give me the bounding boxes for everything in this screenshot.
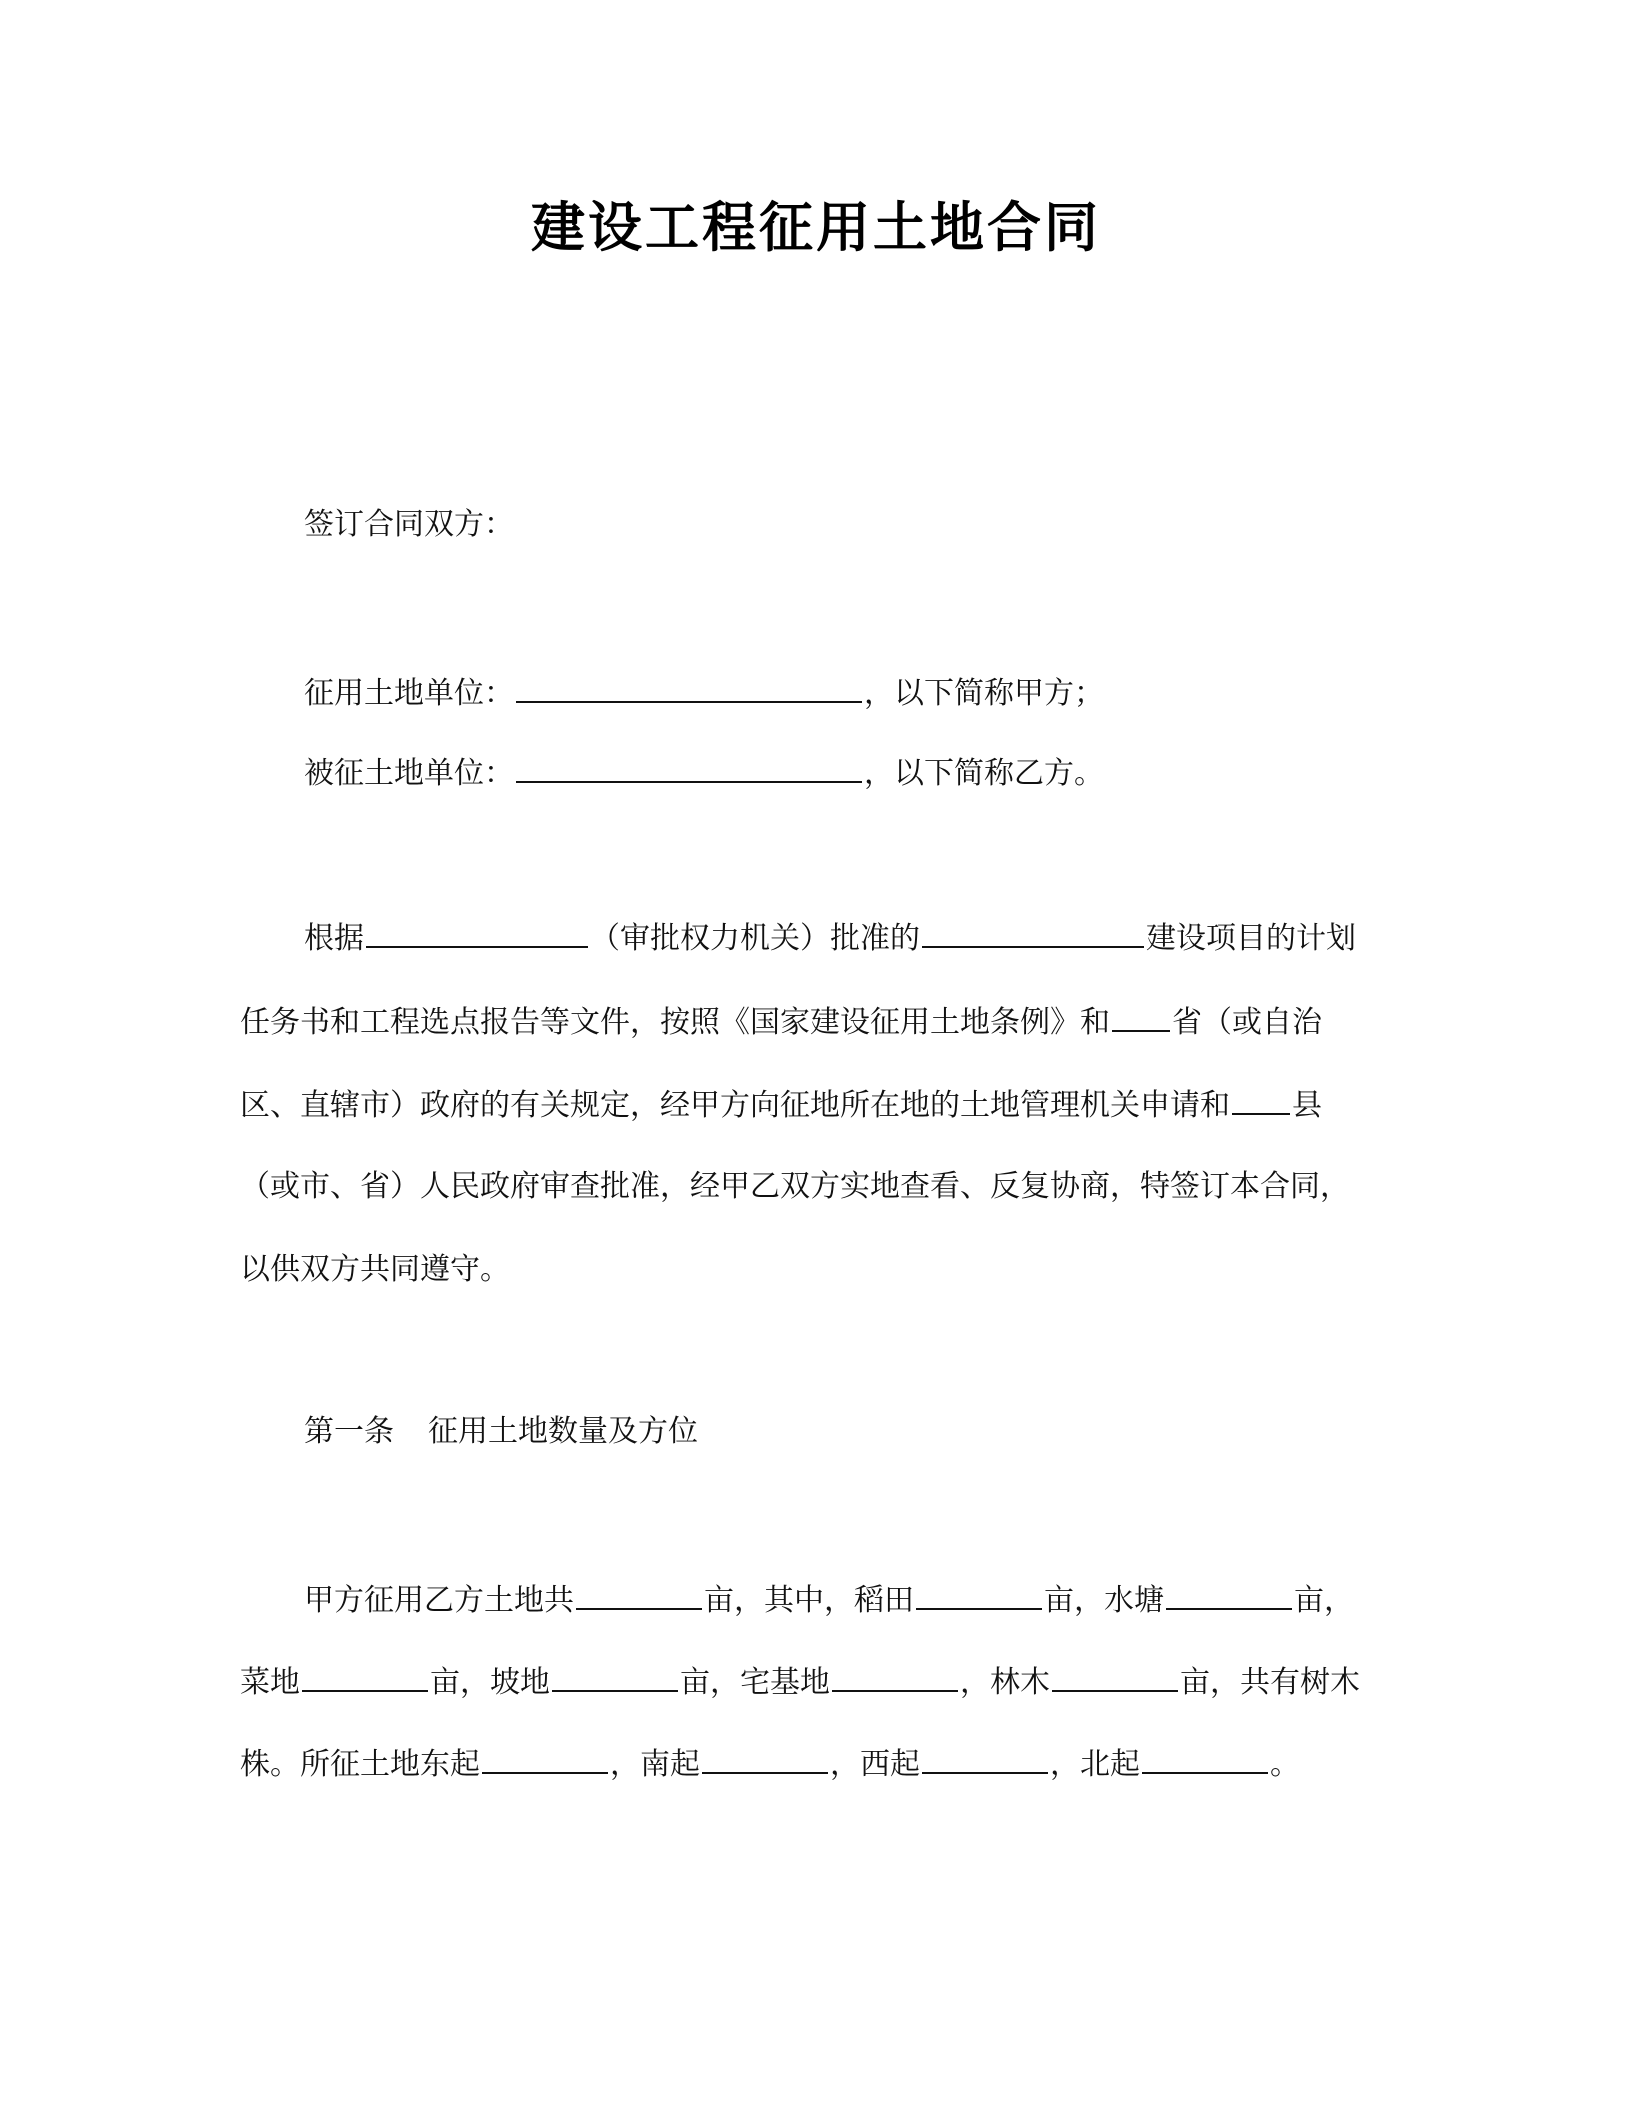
land-text: 亩，宅基地	[680, 1665, 830, 1700]
land-text: 亩，	[1294, 1583, 1354, 1618]
basis-line-5: 以供双方共同遵守。	[240, 1252, 510, 1287]
land-text: 亩，坡地	[430, 1665, 550, 1700]
land-text: 亩，共有树木	[1180, 1665, 1360, 1700]
party-b-blank	[516, 751, 862, 783]
document-title: 建设工程征用土地合同	[531, 196, 1101, 259]
land-line-3	[240, 1742, 1390, 1785]
basis-line-2	[240, 1000, 1390, 1043]
vegetable-area-blank	[302, 1660, 428, 1692]
pond-area-blank	[1166, 1578, 1292, 1610]
land-text: 。	[1270, 1747, 1300, 1782]
basis-text: 县	[1292, 1088, 1322, 1123]
land-text: ，西起	[830, 1747, 920, 1782]
article-title: 征用土地数量及方位	[428, 1414, 698, 1449]
land-text: ，北起	[1050, 1747, 1140, 1782]
south-boundary-blank	[702, 1742, 828, 1774]
land-text: 亩，其中，稻田	[704, 1583, 914, 1618]
party-b-line	[304, 751, 1454, 794]
basis-text: 建设项目的计划	[1146, 921, 1356, 956]
east-boundary-blank	[482, 1742, 608, 1774]
basis-text: 根据	[304, 921, 364, 956]
basis-text: 省（或自治	[1172, 1005, 1322, 1040]
land-text: 亩，水塘	[1044, 1583, 1164, 1618]
party-b-suffix: ，以下简称乙方。	[864, 756, 1104, 791]
forest-area-blank	[1052, 1660, 1178, 1692]
basis-line-4: （或市、省）人民政府审查批准，经甲乙双方实地查看、反复协商，特签订本合同，	[240, 1169, 1350, 1204]
total-area-blank	[576, 1578, 702, 1610]
county-blank	[1232, 1083, 1290, 1115]
party-a-label: 征用土地单位：	[304, 676, 514, 711]
party-a-suffix: ，以下简称甲方；	[864, 676, 1104, 711]
land-text: ，南起	[610, 1747, 700, 1782]
slope-area-blank	[552, 1660, 678, 1692]
land-text: 株。所征土地东起	[240, 1747, 480, 1782]
land-line-2	[240, 1660, 1390, 1703]
article-1-heading	[304, 1412, 1454, 1452]
basis-text: 任务书和工程选点报告等文件，按照《国家建设征用土地条例》和	[240, 1005, 1110, 1040]
land-text: 菜地	[240, 1665, 300, 1700]
west-boundary-blank	[922, 1742, 1048, 1774]
party-a-line	[304, 671, 1454, 714]
land-text: ，林木	[960, 1665, 1050, 1700]
homestead-area-blank	[832, 1660, 958, 1692]
parties-heading: 签订合同双方：	[304, 507, 514, 542]
party-b-label: 被征土地单位：	[304, 756, 514, 791]
basis-line-3	[240, 1083, 1390, 1126]
province-blank	[1112, 1000, 1170, 1032]
approval-authority-blank	[366, 916, 588, 948]
north-boundary-blank	[1142, 1742, 1268, 1774]
basis-line-1	[304, 916, 1454, 959]
land-line-1	[304, 1578, 1454, 1621]
article-number: 第一条	[304, 1414, 394, 1449]
land-text: 甲方征用乙方土地共	[304, 1583, 574, 1618]
basis-text: 区、直辖市）政府的有关规定，经甲方向征地所在地的土地管理机关申请和	[240, 1088, 1230, 1123]
basis-text: （审批权力机关）批准的	[590, 921, 920, 956]
project-blank	[922, 916, 1144, 948]
paddy-area-blank	[916, 1578, 1042, 1610]
party-a-blank	[516, 671, 862, 703]
